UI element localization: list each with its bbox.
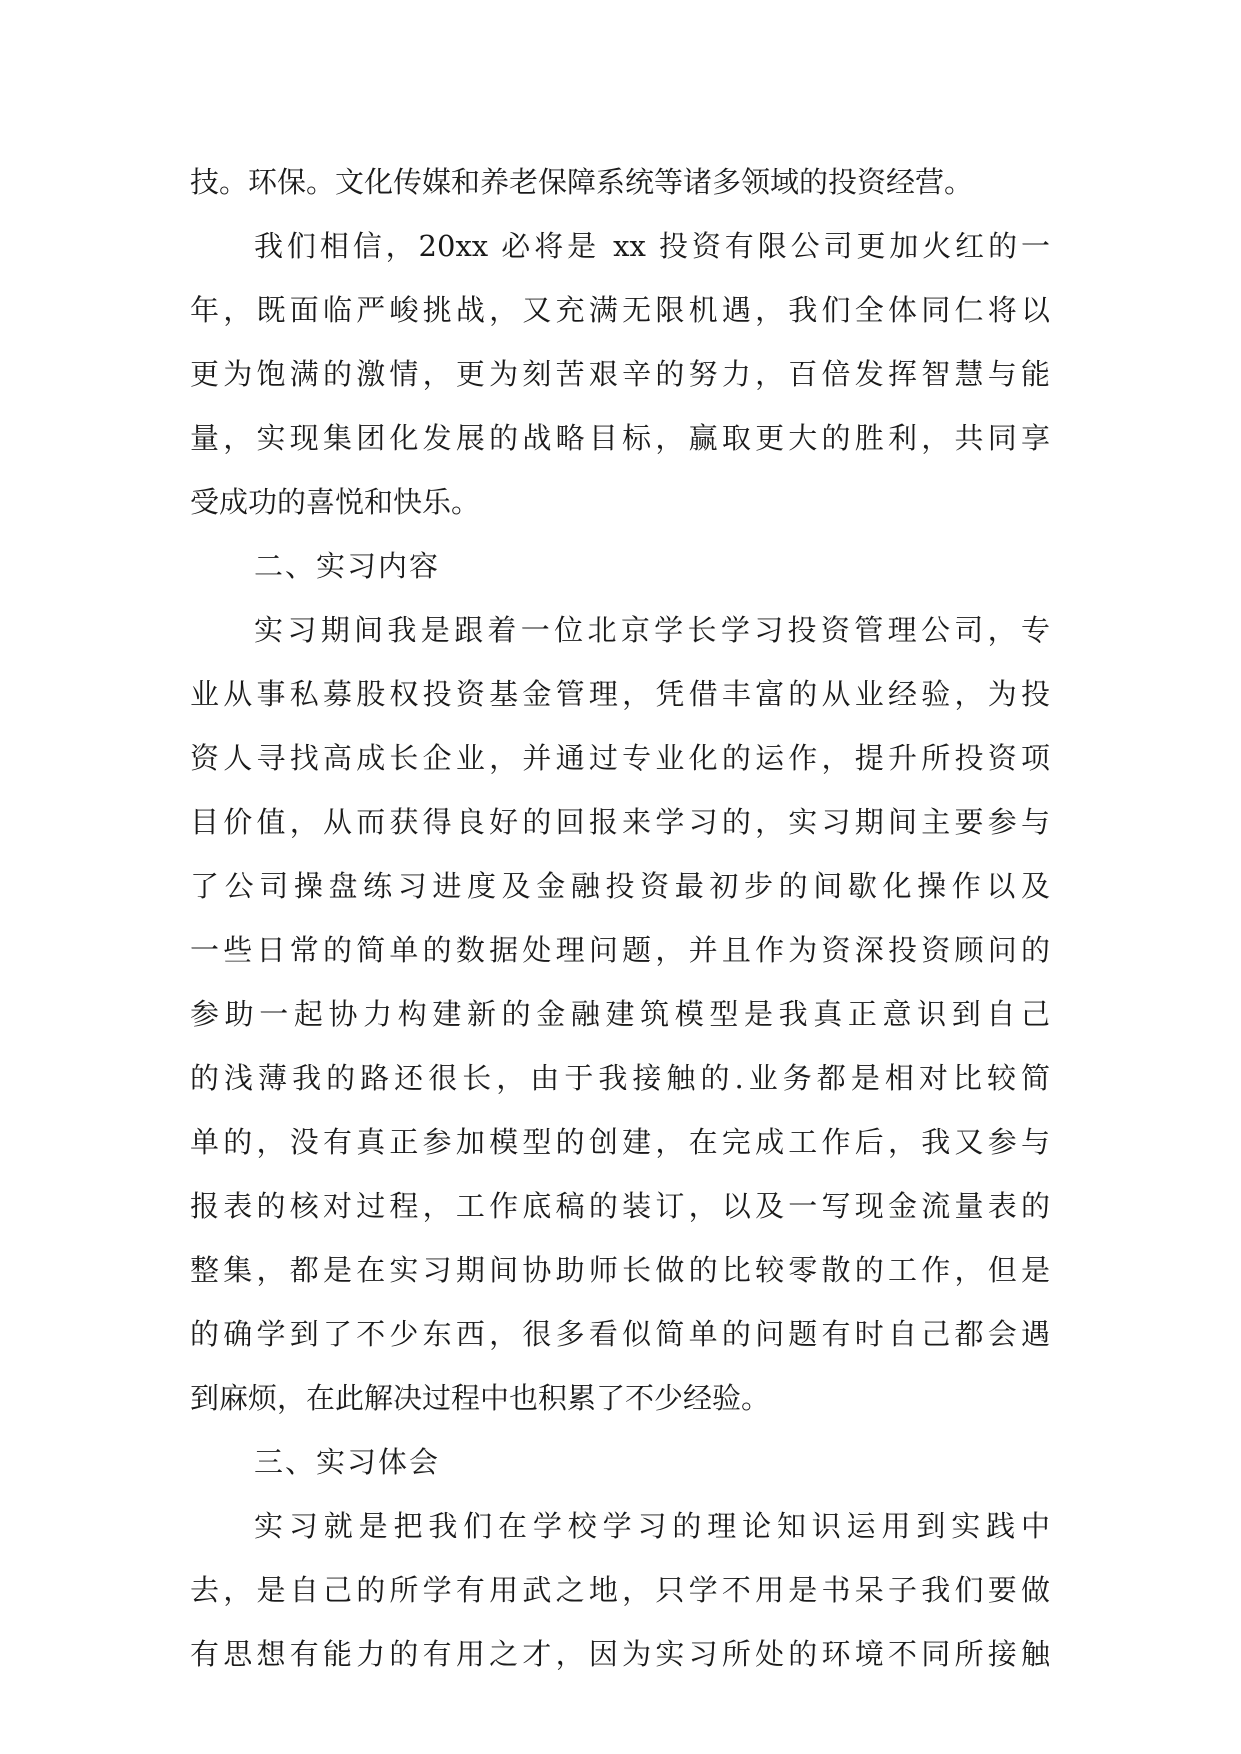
text-line: 目价值，从而获得良好的回报来学习的，实习期间主要参与	[190, 805, 1050, 839]
text-line: 量，实现集团化发展的战略目标，赢取更大的胜利，共同享	[190, 421, 1050, 455]
text-line: 受成功的喜悦和快乐。	[190, 485, 481, 519]
text-line: 业从事私募股权投资基金管理，凭借丰富的从业经验，为投	[190, 677, 1050, 711]
text-line: 到麻烦，在此解决过程中也积累了不少经验。	[190, 1381, 771, 1415]
text-line: 一些日常的简单的数据处理问题，并且作为资深投资顾问的	[190, 933, 1050, 967]
text-line: 的确学到了不少东西，很多看似简单的问题有时自己都会遇	[190, 1317, 1050, 1351]
text-line: 报表的核对过程，工作底稿的装订，以及一写现金流量表的	[190, 1189, 1050, 1223]
text-line: 单的，没有真正参加模型的创建，在完成工作后，我又参与	[190, 1125, 1050, 1159]
paragraph	[190, 214, 1050, 534]
text-line: 的浅薄我的路还很长，由于我接触的.业务都是相对比较简	[190, 1061, 1050, 1095]
text-line: 年，既面临严峻挑战，又充满无限机遇，我们全体同仁将以	[190, 293, 1050, 327]
text-line: 整集，都是在实习期间协助师长做的比较零散的工作，但是	[190, 1253, 1050, 1287]
paragraph	[190, 150, 1050, 214]
text-line: 实习就是把我们在学校学习的理论知识运用到实践中	[254, 1509, 1050, 1543]
text-line: 有思想有能力的有用之才，因为实习所处的环境不同所接触	[190, 1637, 1050, 1671]
text-line: 了公司操盘练习进度及金融投资最初步的间歇化操作以及	[190, 869, 1050, 903]
text-line: 去，是自己的所学有用武之地，只学不用是书呆子我们要做	[190, 1573, 1050, 1607]
text-line: 我们相信，20xx 必将是 xx 投资有限公司更加火红的一	[254, 229, 1050, 263]
text-line: 技。环保。文化传媒和养老保障系统等诸多领域的投资经营。	[190, 165, 974, 199]
paragraph	[190, 598, 1050, 1430]
section-heading: 二、实习内容	[254, 549, 441, 583]
section-heading: 三、实习体会	[254, 1445, 441, 1479]
text-line: 资人寻找高成长企业，并通过专业化的运作，提升所投资项	[190, 741, 1050, 775]
document-body	[190, 150, 1050, 1686]
text-line: 实习期间我是跟着一位北京学长学习投资管理公司，专	[254, 613, 1050, 647]
text-line: 更为饱满的激情，更为刻苦艰辛的努力，百倍发挥智慧与能	[190, 357, 1050, 391]
text-line: 参助一起协力构建新的金融建筑模型是我真正意识到自己	[190, 997, 1050, 1031]
paragraph	[190, 1494, 1050, 1686]
